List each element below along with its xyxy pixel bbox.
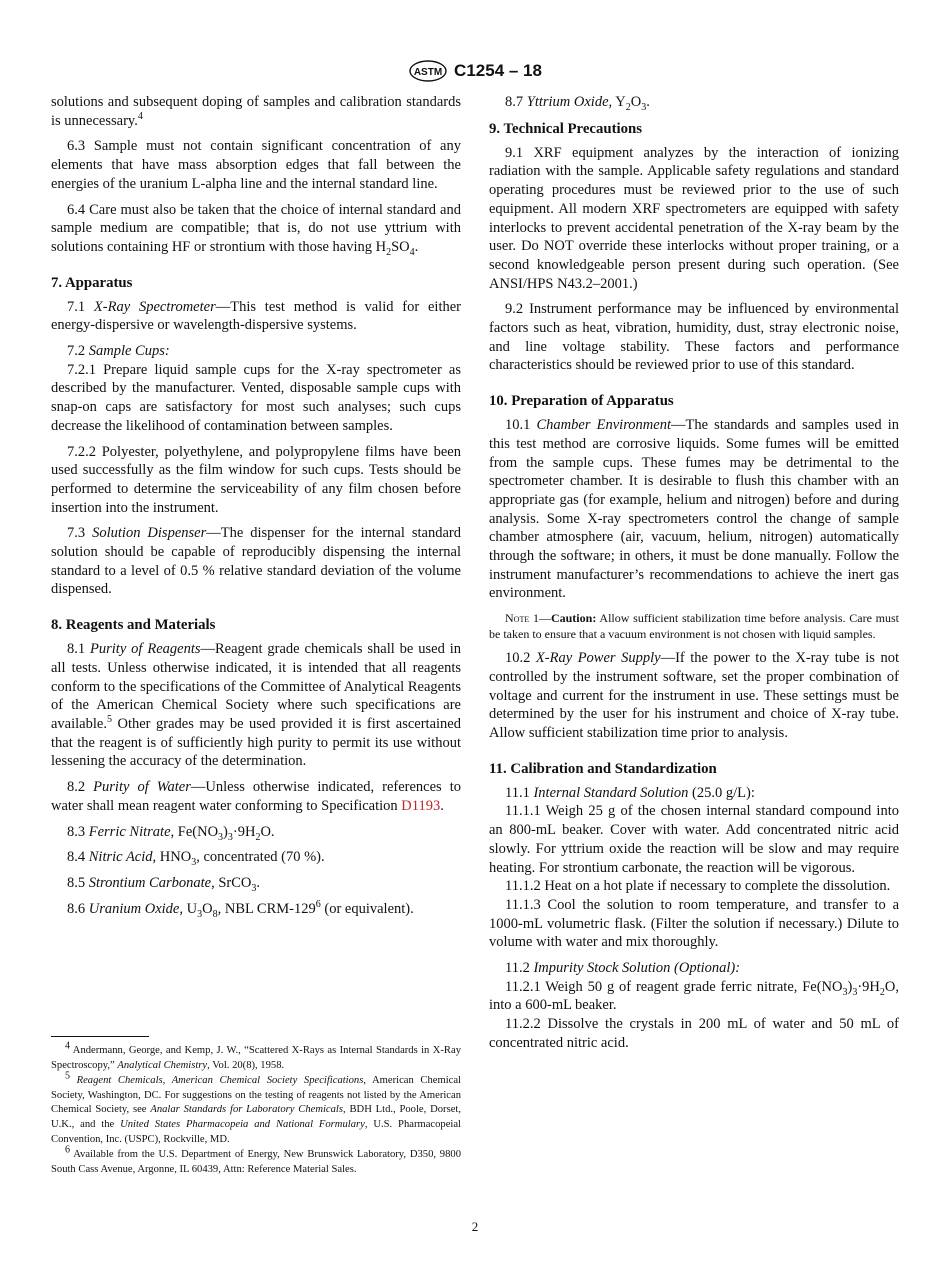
document-designation: C1254 – 18 xyxy=(454,61,542,80)
section-9-2: 9.2 Instrument performance may be influenced by environmental factors such as heat, vibration, humidity, dust, stray electronic noise, and line voltage stability. These factors and performance characteristics should be reviewed prior to use of this standard. xyxy=(489,301,899,374)
astm-logo-text: ASTM xyxy=(413,67,443,78)
footnote-ref-6: 6 xyxy=(315,898,321,910)
page-header xyxy=(0,58,950,84)
section-7-1: 7.1 X-Ray Spectrometer—This test method is valid for either energy-dispersive or wavelength-dispersive systems. xyxy=(51,298,461,334)
heading-calibration: 11. Calibration and Standardization xyxy=(489,760,717,777)
footnote-5: $^5$ Reagent Chemicals, American Chemical Society Specifications, American Chemical Society, Washington, DC. For suggestions on the testing of reagents not listed by the American Chemical Society, see Analar Standards for Laboratory Chemicals, BDH Ltd., Poole, Dorset, U.K., and the United States Pharmacopeia and National Formulary, U.S. Pharmacopeial Convention, Inc. (USPC), Rockville, MD. xyxy=(51,1070,461,1145)
left-column xyxy=(51,93,461,925)
section-6-3: 6.3 Sample must not contain significant concentration of any elements that have mass absorption edges that fall between the energies of the uranium L-alpha line and the internal standard line. xyxy=(51,138,461,192)
footnote-divider xyxy=(51,1036,149,1037)
section-7-3: 7.3 Solution Dispenser—The dispenser for the internal standard solution should be capable of reproducibly dispensing the internal standard to a level of 0.5 % relative standard deviation of the volume dispensed. xyxy=(51,525,461,598)
section-11-2-1: 11.2.1 Weigh 50 g of reagent grade ferric nitrate, $Fe(NO_3)_3\cdot 9H_2O$, into a 600-mL beaker. xyxy=(489,978,899,1014)
heading-apparatus: 7. Apparatus xyxy=(51,274,133,291)
section-8-6: 8.6 Uranium Oxide, $U_3O_8$, NBL CRM-$129^6$ (or equivalent). xyxy=(67,898,414,920)
section-9-1: 9.1 XRF equipment analyzes by the interaction of ionizing radiation with the sample. Applicable safety regulations and standard operating procedures must be reviewed prior to the use of such equipment. All modern XRF spectrometers are equipped with safety interlocks to prevent accidental penetration of the X-ray beam by the user. Do NOT override these interlocks without proper training, or a second knowledgeable person present during such operation. (See ANSI/HPS N43.2–2001.) xyxy=(489,144,899,292)
note-1: Note 1—Caution: Allow sufficient stabilization time before analysis. Care must be taken to ensure that a vacuum environment is not chosen with liquid samples. xyxy=(489,611,899,641)
section-6-4: 6.4 Care must also be taken that the choice of internal standard and sample medium are compatible; that is, do not use yttrium with solutions containing HF or strontium with those having $H_2SO_4$. xyxy=(51,201,461,258)
section-11-1-1: 11.1.1 Weigh 25 g of the chosen internal standard compound into an 800-mL beaker. Cover with water. Add concentrated nitric acid slowly. For yttrium oxide the reaction will be slow and may require heating. For strontium carbonate, the reaction will be vigorous. xyxy=(489,803,899,876)
section-8-1: 8.1 Purity of Reagents—Reagent grade chemicals shall be used in all tests. Unless otherwise indicated, it is intended that all reagents conform to the specifications of the Committee of Analytical Reagents of the American Chemical Society where such specifications are available.$^5$ Other grades may be used provided it is first ascertained that the reagent is of sufficiently high purity to permit its use without lessening the accuracy of the determination. xyxy=(51,641,462,770)
footnotes xyxy=(51,1040,461,1178)
section-7-2-2: 7.2.2 Polyester, polyethylene, and polypropylene films have been used successfully as the film window for such cups. Tests should be performed to determine the serviceability of any film chosen before insertion into the instrument. xyxy=(51,443,461,516)
section-8-4: 8.4 Nitric Acid, $HNO_3$, concentrated (70 %). xyxy=(67,849,325,869)
heading-technical-precautions: 9. Technical Precautions xyxy=(489,120,643,137)
section-8-3: 8.3 Ferric Nitrate, $Fe(NO_3)_3\cdot 9H_2O$. xyxy=(67,823,275,843)
footnote-4: $^4$ Andermann, George, and Kemp, J. W., “Scattered X-Rays as Internal Standards in X-Ray Spectroscopy,” Analytical Chemistry, Vol. 20(8), 1958. xyxy=(51,1040,461,1071)
section-8-5: 8.5 Strontium Carbonate, SrCO$_3$. xyxy=(67,874,260,894)
footnote-ref-5: 5 xyxy=(106,714,112,726)
footnote-ref-4: 4 xyxy=(137,110,143,122)
astm-logo-icon xyxy=(408,60,448,82)
section-11-1: 11.1 Internal Standard Solution (25.0 g/L): xyxy=(505,784,755,801)
section-10-2: 10.2 X-Ray Power Supply—If the power to the X-ray tube is not controlled by the instrument software, set the proper combination of voltage and current for the instrument in use. These settings must be determined by the user for his instrument and choice of X-ray tube. Allow sufficient stabilization time prior to analysis. xyxy=(489,650,899,741)
section-11-1-2: 11.1.2 Heat on a hot plate if necessary to complete the dissolution. xyxy=(505,878,891,895)
paragraph-continued: solutions and subsequent doping of samples and calibration standards is unnecessary.$^4$ xyxy=(51,94,461,129)
right-column xyxy=(489,93,899,1060)
section-11-2: 11.2 Impurity Stock Solution (Optional): xyxy=(505,960,741,977)
page-number: 2 xyxy=(471,1219,479,1234)
section-11-2-2: 11.2.2 Dissolve the crystals in 200 mL of water and 50 mL of concentrated nitric acid. xyxy=(489,1016,899,1051)
footnote-6: $^6$ Available from the U.S. Department of Energy, New Brunswick Laboratory, D350, 9800 South Cass Avenue, Argonne, IL 60439, Attn: Reference Material Sales. xyxy=(51,1144,461,1175)
section-8-2: 8.2 Purity of Water—Unless otherwise indicated, references to water shall mean reagent water conforming to Specification D1193. xyxy=(51,779,461,814)
section-10-1: 10.1 Chamber Environment—The standards and samples used in this test method are corrosive liquids. Some fumes will be emitted from the sample cups. These fumes may be detrimental to the spectrometer chamber. It is desirable to flush this chamber with an appropriate gas (for example, helium and nitrogen) before and during analysis. Some X-ray spectrometers control the change of sample chamber atmosphere (air, vacuum, helium, nitrogen) automatically through the software; in others, it must be done manually. Follow the instrument manufacturer’s recommendations to achieve the inert gas environment. xyxy=(489,417,899,602)
heading-reagents: 8. Reagents and Materials xyxy=(51,617,216,634)
section-7-2: 7.2 Sample Cups: xyxy=(67,343,170,360)
section-11-1-3: 11.1.3 Cool the solution to room temperature, and transfer to a 1000-mL volumetric flask. (Filter the solution if necessary.) Dilute to volume with water and mix thoroughly. xyxy=(489,896,899,951)
heading-preparation-of-apparatus: 10. Preparation of Apparatus xyxy=(489,393,674,410)
section-7-2-1: 7.2.1 Prepare liquid sample cups for the X-ray spectrometer as described by the manufacturer. Vented, disposable sample cups with snap-on caps are satisfactory for most such analyses; such cups decrease the likelihood of contamination between samples. xyxy=(51,361,461,434)
section-8-7: 8.7 Yttrium Oxide, $Y_2O_3$. xyxy=(505,94,650,113)
spec-link-d1193[interactable]: D1193 xyxy=(401,797,441,814)
